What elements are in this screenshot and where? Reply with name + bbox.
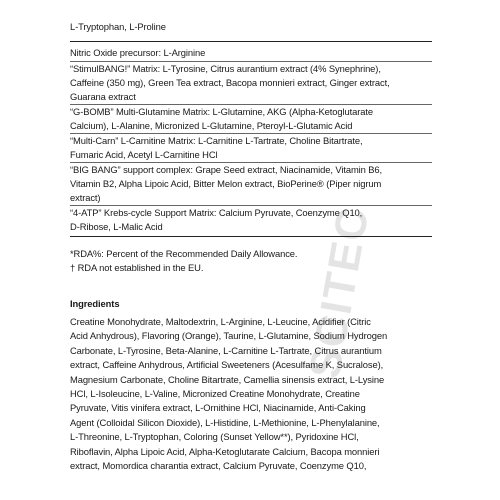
row-line: Guarana extract	[70, 91, 136, 102]
row-line: “G-BOMB” Multi-Glutamine Matrix: L-Glutamine, AKG (Alpha-Ketoglutarate	[70, 106, 373, 117]
row-line: Fumaric Acid, Acetyl L-Carnitine HCl	[70, 149, 218, 160]
footnote: † RDA not established in the EU.	[70, 262, 204, 273]
row-line: extract)	[70, 192, 101, 203]
ingredients-line: extract, Momordica charantia extract, Calcium Pyruvate, Coenzyme Q10,	[70, 459, 367, 471]
row-line: Calcium), L-Alanine, Micronized L-Glutamine, Pteroyl-L-Glutamic Acid	[70, 120, 353, 131]
row-line: Nitric Oxide precursor: L-Arginine	[70, 47, 206, 58]
row-line: “BIG BANG” support complex: Grape Seed extract, Niacinamide, Vitamin B6,	[70, 164, 383, 175]
row-line: Caffeine (350 mg), Green Tea extract, Bacopa monnieri extract, Ginger extract,	[70, 77, 390, 88]
ingredient-matrix-table	[70, 42, 432, 237]
ingredients-line: HCl, L-Isoleucine, L-Valine, Micronized Creatine Monohydrate, Creatine	[70, 387, 360, 399]
table-row	[70, 163, 432, 206]
footnote: *RDA%: Percent of the Recommended Daily Allowance.	[70, 248, 298, 259]
ingredients-line: Creatine Monohydrate, Maltodextrin, L-Arginine, L-Leucine, Acidifier (Citric	[70, 316, 371, 327]
ingredients-line: Carbonate, L-Tyrosine, Beta-Alanine, L-Carnitine L-Tartrate, Citrus aurantium	[70, 344, 382, 356]
ingredients-line: Magnesium Carbonate, Choline Bitartrate, Camellia sinensis extract, L-Lysine	[70, 373, 385, 385]
ingredients-line: Pyruvate, Vitis vinifera extract, L-Ornithine HCl, Niacinamide, Anti-Caking	[70, 402, 366, 414]
table-row	[70, 105, 432, 134]
ingredients-line: Acid Anhydrous), Flavoring (Orange), Taurine, L-Glutamine, Sodium Hydrogen	[70, 330, 388, 342]
row-line: “Multi-Carn” L-Carnitine Matrix: L-Carnitine L-Tartrate, Choline Bitartrate,	[70, 135, 363, 146]
row-line: D-Ribose, L-Malic Acid	[70, 221, 163, 232]
table-row	[70, 206, 432, 237]
table-row	[70, 134, 432, 163]
ingredients-list	[70, 315, 432, 473]
ingredients-line: L-Threonine, L-Tryptophan, Coloring (Sunset Yellow**), Pyridoxine HCl,	[70, 431, 359, 443]
watermark-text: SCITEC	[300, 202, 379, 382]
footnotes	[70, 247, 432, 275]
ingredients-line: Riboflavin, Alpha Lipoic Acid, Alpha-Ketoglutarate Calcium, Bacopa monnieri	[70, 445, 380, 457]
table-row	[70, 62, 432, 105]
ingredients-line: extract, Caffeine Anhydrous, Artificial Sweeteners (Acesulfame K, Sucralose),	[70, 359, 384, 371]
top-line: L-Tryptophan, L-Proline	[70, 21, 166, 32]
row-line: “4-ATP” Krebs-cycle Support Matrix: Calcium Pyruvate, Coenzyme Q10,	[70, 207, 363, 218]
row-line: “StimulBANG!” Matrix: L-Tyrosine, Citrus aurantium extract (4% Synephrine),	[70, 63, 381, 74]
ingredients-line: Agent (Colloidal Silicon Dioxide), L-Histidine, L-Methionine, L-Phenylalanine,	[70, 416, 380, 428]
document	[70, 20, 432, 473]
ingredients-heading: Ingredients	[70, 298, 120, 309]
table-row	[70, 46, 432, 62]
row-line: Vitamin B2, Alpha Lipoic Acid, Bitter Melon extract, BioPerine® (Piper nigrum	[70, 178, 382, 189]
